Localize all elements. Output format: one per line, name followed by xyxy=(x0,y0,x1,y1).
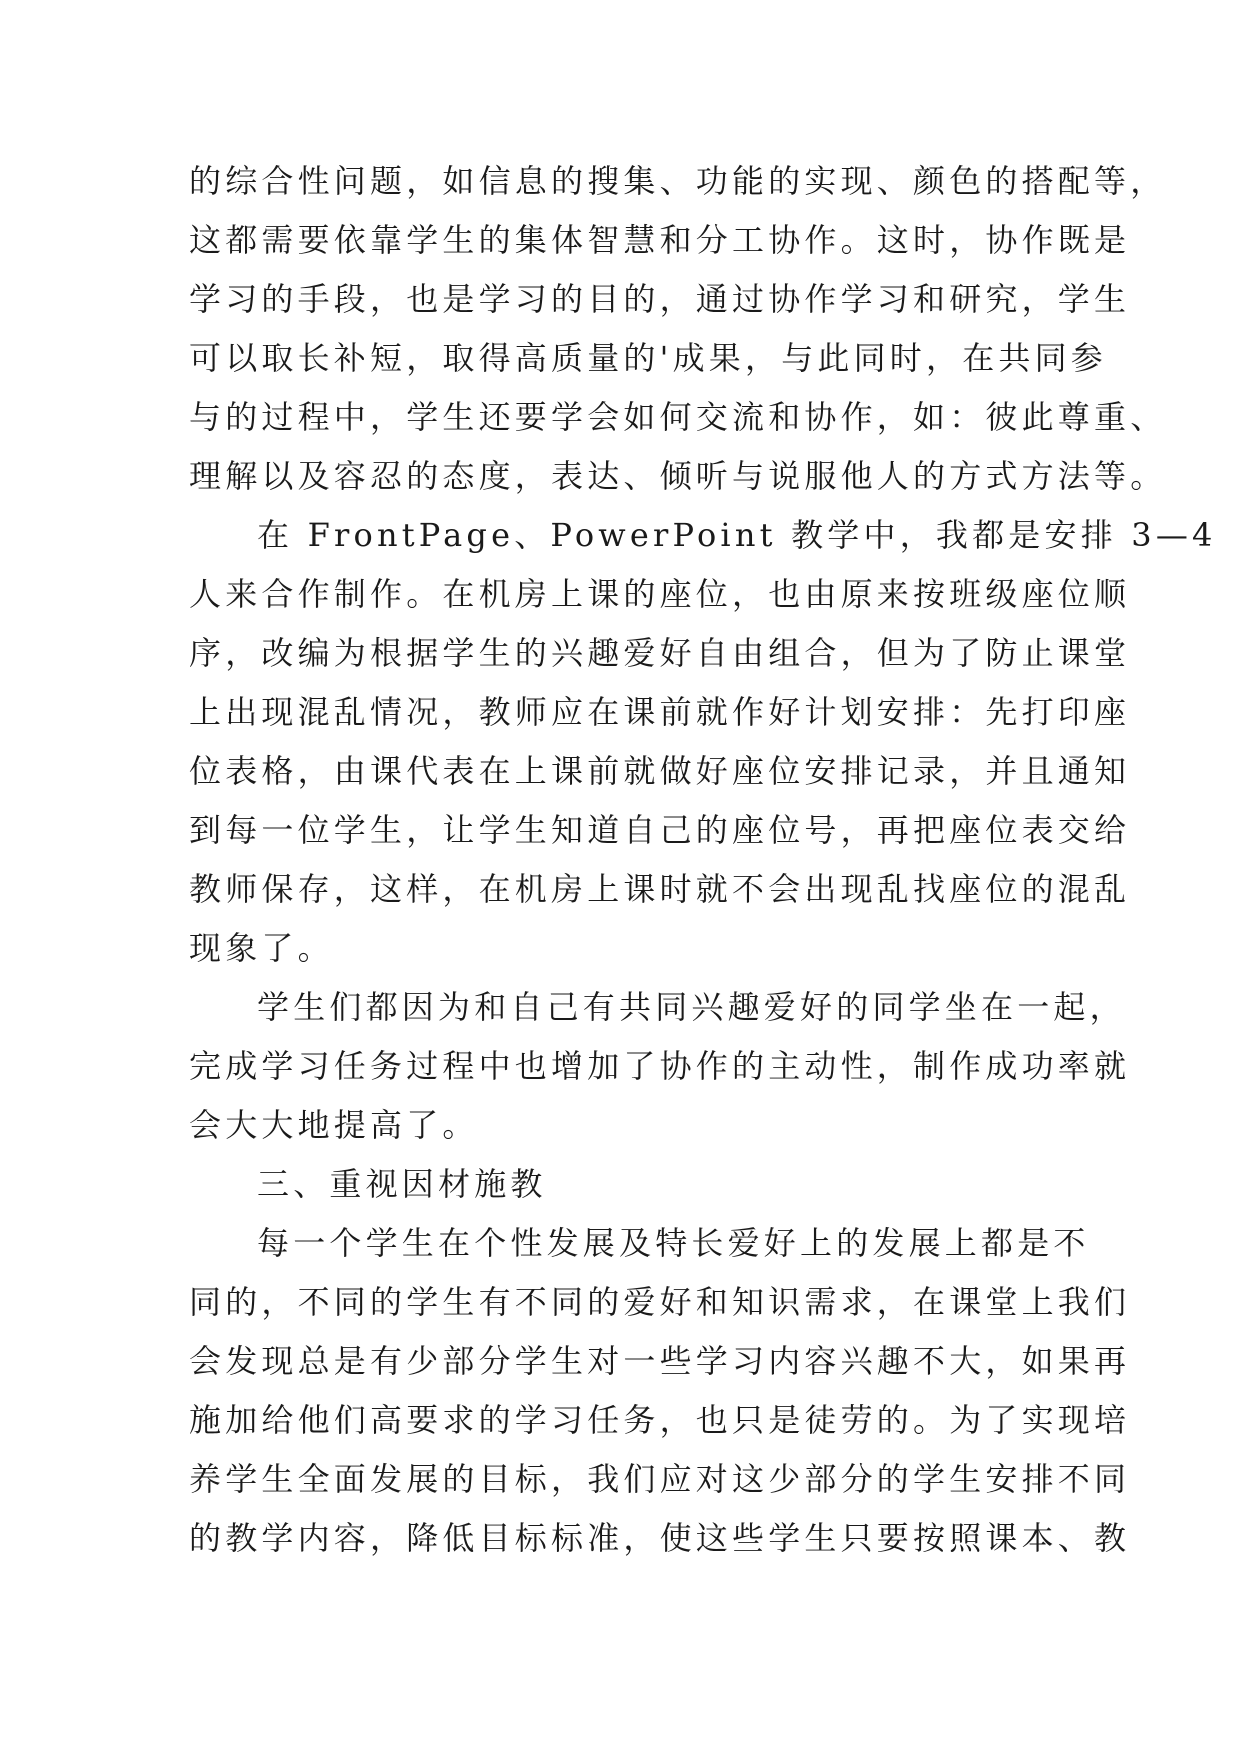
paragraph-first-line: 在 FrontPage、PowerPoint 教学中，我都是安排 3—4 xyxy=(257,516,1217,554)
text-line: 会发现总是有少部分学生对一些学习内容兴趣不大，如果再 xyxy=(189,1342,1131,1380)
section-heading: 三、重视因材施教 xyxy=(257,1165,547,1203)
text-line: 序，改编为根据学生的兴趣爱好自由组合，但为了防止课堂 xyxy=(189,634,1131,672)
text-line: 人来合作制作。在机房上课的座位，也由原来按班级座位顺 xyxy=(189,575,1131,613)
text-line: 的教学内容，降低目标标准，使这些学生只要按照课本、教 xyxy=(189,1519,1131,1557)
text-line: 学习的手段，也是学习的目的，通过协作学习和研究，学生 xyxy=(189,280,1131,318)
text-line: 完成学习任务过程中也增加了协作的主动性，制作成功率就 xyxy=(189,1047,1131,1085)
text-line: 施加给他们高要求的学习任务，也只是徒劳的。为了实现培 xyxy=(189,1401,1131,1439)
text-line: 同的，不同的学生有不同的爱好和知识需求，在课堂上我们 xyxy=(189,1283,1131,1321)
text-line: 这都需要依靠学生的集体智慧和分工协作。这时，协作既是 xyxy=(189,221,1131,259)
text-line: 可以取长补短，取得高质量的'成果，与此同时，在共同参 xyxy=(189,339,1107,377)
text-line: 教师保存，这样，在机房上课时就不会出现乱找座位的混乱 xyxy=(189,870,1131,908)
text-line: 理解以及容忍的态度，表达、倾听与说服他人的方式方法等。 xyxy=(189,457,1167,495)
paragraph-first-line: 每一个学生在个性发展及特长爱好上的发展上都是不 xyxy=(257,1224,1090,1262)
text-line: 会大大地提高了。 xyxy=(189,1106,479,1144)
text-line: 与的过程中，学生还要学会如何交流和协作，如：彼此尊重、 xyxy=(189,398,1167,436)
text-line: 到每一位学生，让学生知道自己的座位号，再把座位表交给 xyxy=(189,811,1131,849)
paragraph-first-line: 学生们都因为和自己有共同兴趣爱好的同学坐在一起， xyxy=(257,988,1126,1026)
text-line: 位表格，由课代表在上课前就做好座位安排记录，并且通知 xyxy=(189,752,1131,790)
text-line: 养学生全面发展的目标，我们应对这少部分的学生安排不同 xyxy=(189,1460,1131,1498)
text-line: 上出现混乱情况，教师应在课前就作好计划安排：先打印座 xyxy=(189,693,1131,731)
document-body xyxy=(189,152,1217,1568)
text-line: 现象了。 xyxy=(189,929,334,967)
text-line: 的综合性问题，如信息的搜集、功能的实现、颜色的搭配等， xyxy=(189,162,1167,200)
